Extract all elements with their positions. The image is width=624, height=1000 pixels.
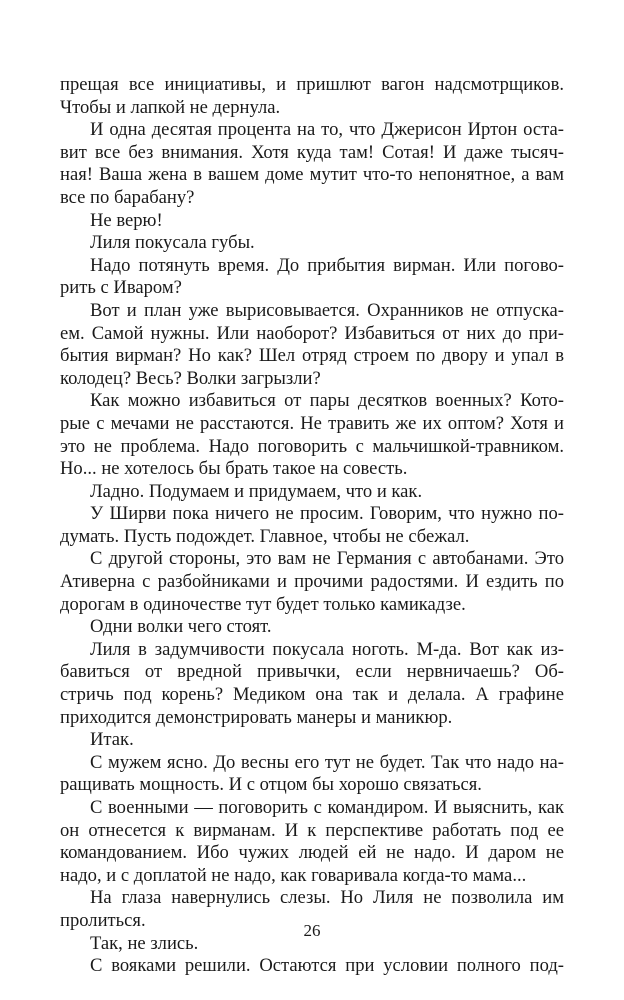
paragraph — [60, 119, 564, 209]
text-line: На глаза навернулись слезы. Но Лиля не позволила им — [90, 887, 564, 909]
text-line: прещая все инициативы, и пришлют вагон надсмотрщиков. — [60, 74, 564, 95]
text-line: бытия вирман? Но как? Шел отряд строем по двору и упал в — [60, 345, 564, 367]
paragraph — [60, 255, 564, 300]
paragraph — [60, 503, 564, 548]
text-line: У Ширви пока ничего не просим. Говорим, что нужно по- — [90, 503, 564, 525]
text-line: приходится демонстрировать манеры и маникюр. — [60, 706, 453, 728]
text-line: И одна десятая процента на то, что Джерисон Иртон оста- — [90, 119, 564, 141]
text-line: Чтобы и лапкой не дернула. — [60, 96, 281, 118]
text-line: Одни волки чего стоят. — [90, 616, 272, 638]
text-line: вит все без внимания. Хотя куда там! Сотая! И даже тысяч- — [60, 141, 564, 163]
text-line: он отнесется к вирманам. И к перспективе работать под ее — [60, 819, 564, 841]
text-line: Вот и план уже вырисовывается. Охранников не отпуска- — [90, 299, 564, 321]
text-line: Но... не хотелось бы брать такое на совесть. — [60, 458, 408, 480]
text-line: все по барабану? — [60, 186, 195, 208]
text-line: Не верю! — [90, 209, 163, 231]
text-line: думать. Пусть подождет. Главное, чтобы не сбежал. — [60, 525, 470, 547]
text-line: С вояками решили. Остаются при условии полного под- — [90, 955, 564, 977]
text-line: рые с мечами не расстаются. Не травить же их оптом? Хотя и — [60, 412, 564, 434]
text-line: Надо потянуть время. До прибытия вирман. Или погово- — [90, 254, 564, 276]
text-line: Как можно избавиться от пары десятков военных? Кото- — [90, 390, 564, 412]
text-line: стричь под корень? Медиком она так и делала. А графине — [60, 684, 564, 706]
paragraph — [60, 955, 564, 978]
paragraph — [60, 729, 564, 752]
paragraph — [60, 797, 564, 887]
page-body-text — [60, 74, 564, 978]
paragraph — [60, 639, 564, 729]
paragraph — [60, 481, 564, 504]
text-line: ращивать мощность. И с отцом бы хорошо связаться. — [60, 774, 482, 796]
text-line: С военными — поговорить с командиром. И выяснить, как — [90, 797, 564, 818]
text-line: надо, и с доплатой не надо, как говаривала когда-то мама... — [60, 864, 527, 886]
paragraph — [60, 210, 564, 233]
paragraph — [60, 390, 564, 480]
text-line: бавиться от вредной привычки, если нервничаешь? Об- — [60, 661, 564, 683]
paragraph — [60, 616, 564, 639]
text-line: командованием. Ибо чужих людей ей не надо. И даром не — [60, 842, 564, 864]
text-line: ная! Ваша жена в вашем доме мутит что-то непонятное, а вам — [60, 164, 564, 186]
paragraph — [60, 752, 564, 797]
text-line: Ативерна с разбойниками и прочими радостями. И ездить по — [60, 571, 564, 593]
text-line: Ладно. Подумаем и придумаем, что и как. — [90, 480, 423, 502]
paragraph — [60, 300, 564, 390]
text-line: С другой стороны, это вам не Германия с автобанами. Это — [90, 548, 564, 570]
text-line: ем. Самой нужны. Или наоборот? Избавиться от них до при- — [60, 322, 564, 344]
text-line: это не проблема. Надо поговорить с мальчишкой-травником. — [60, 435, 564, 457]
paragraph — [60, 232, 564, 255]
text-line: Лиля покусала губы. — [90, 232, 255, 254]
text-line: С мужем ясно. До весны его тут не будет. Так что надо на- — [90, 751, 564, 773]
text-line: дорогам в одиночестве тут будет только камикадзе. — [60, 593, 466, 615]
text-line: Лиля в задумчивости покусала ноготь. М-да. Вот как из- — [90, 638, 564, 660]
text-line: пролиться. — [60, 909, 146, 931]
paragraph — [60, 548, 564, 616]
text-line: Так, не злись. — [90, 932, 199, 954]
text-line: колодец? Весь? Волки загрызли? — [60, 367, 321, 389]
paragraph — [60, 74, 564, 119]
text-line: рить с Иваром? — [60, 277, 182, 299]
page-number: 26 — [303, 921, 321, 940]
text-line: Итак. — [90, 729, 134, 751]
